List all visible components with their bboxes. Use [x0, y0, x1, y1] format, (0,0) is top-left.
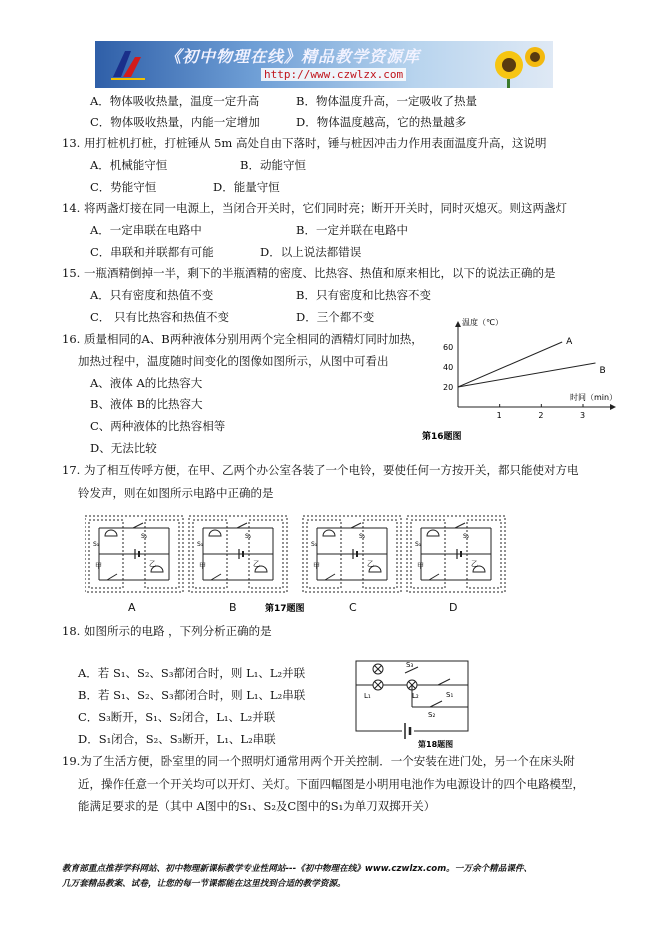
x-tick-label: 1	[496, 411, 502, 420]
q18-option-b: B．若 S₁、S₂、S₃都闭合时，则 L₁、L₂串联	[78, 688, 306, 702]
x-axis-label: 时间（min）	[570, 393, 618, 402]
svg-text:S₂: S₂	[428, 711, 436, 719]
q14-option-c: C．串联和并联都有可能	[90, 245, 214, 259]
q19-line3: 能满足要求的是（其中 A图中的S₁、S₂及C图中的S₁为单刀双掷开关）	[78, 799, 436, 813]
q13-option-b: B．动能守恒	[240, 158, 306, 172]
room-jia-label: 甲	[313, 562, 320, 570]
q16-option-c: C、两种液体的比热容相等	[90, 419, 226, 433]
q17-circuit-diagrams	[85, 512, 525, 616]
switch-s2-label: S₂	[359, 533, 366, 540]
switch-s2-label: S₂	[141, 533, 148, 540]
room-jia-label: 甲	[417, 562, 424, 570]
switch-s2-label: S₂	[463, 533, 470, 540]
q12-option-a: A．物体吸收热量，温度一定升高	[90, 94, 260, 108]
q14-option-d: D．以上说法都错误	[260, 245, 362, 259]
room-jia-label: 甲	[199, 562, 206, 570]
q14-option-a: A．一定串联在电路中	[90, 223, 202, 237]
q13-option-d: D．能量守恒	[213, 180, 280, 194]
q16-option-b: B、液体 B的比热容大	[90, 397, 203, 411]
svg-text:L₁: L₁	[364, 692, 371, 700]
q17-board-c	[303, 516, 401, 592]
y-axis-arrow-icon	[455, 321, 461, 327]
room-yi-label: 乙	[149, 560, 156, 568]
series-label-b: B	[599, 366, 606, 376]
q15-option-b: B．只有密度和比热容不变	[296, 288, 431, 302]
switch-s1-label: S₁	[197, 541, 204, 548]
svg-text:L₂: L₂	[412, 692, 419, 700]
q15-option-a: A．只有密度和热值不变	[90, 288, 214, 302]
q17-board-a	[85, 516, 183, 592]
q13-stem: 13. 用打桩机打桩，打桩锤从 5m 高处自由下落时，锤与桩因冲击力作用表面温度升高，这说明	[62, 136, 547, 150]
q18-caption: 第18题图	[418, 740, 454, 749]
q15-stem: 15. 一瓶酒精倒掉一半，剩下的半瓶酒精的密度、比热容、热值和原来相比，以下的说法正确的是	[62, 266, 556, 280]
switch-s1-label: S₁	[311, 541, 318, 548]
q17-label-c: C	[349, 601, 357, 614]
room-yi-label: 乙	[253, 560, 260, 568]
q17-label-a: A	[128, 601, 136, 614]
svg-text:S₃: S₃	[406, 661, 414, 669]
room-yi-label: 乙	[471, 560, 478, 568]
banner-title: 《初中物理在线》精品教学资源库	[165, 47, 421, 66]
q16-option-a: A、液体 A的比热容大	[90, 376, 203, 390]
y-tick-label: 60	[443, 343, 454, 352]
switch-s1-label: S₁	[93, 541, 100, 548]
q16-stem-line2: 加热过程中，温度随时间变化的图像如图所示，从图中可看出	[78, 354, 389, 368]
switch-s2-icon	[430, 701, 442, 707]
q13-option-a: A．机械能守恒	[90, 158, 168, 172]
q17-board-b	[189, 516, 287, 592]
q16-temperature-chart	[420, 315, 620, 445]
banner-url[interactable]: http://www.czwlzx.com	[261, 68, 406, 81]
y-tick-label: 20	[443, 383, 454, 392]
q18-option-a: A．若 S₁、S₂、S₃都闭合时，则 L₁、L₂并联	[78, 666, 306, 680]
q12-option-b: B．物体温度升高，一定吸收了热量	[296, 94, 477, 108]
q13-option-c: C．势能守恒	[90, 180, 157, 194]
q17-caption: 第17题图	[265, 604, 305, 614]
y-tick-label: 40	[443, 363, 454, 372]
q17-label-d: D	[449, 601, 458, 614]
x-tick-label: 2	[538, 411, 544, 420]
switch-s2-label: S₂	[245, 533, 252, 540]
svg-text:S₁: S₁	[446, 691, 454, 699]
switch-s1-icon	[438, 679, 450, 685]
footer-line1: 教育部重点推荐学科网站、初中物理新课标教学专业性网站---《初中物理在线》www.czwlzx.com。一万余个精品课件、	[62, 864, 533, 874]
chart-caption: 第16题图	[422, 432, 462, 442]
header-banner	[95, 41, 553, 88]
switch-s1-label: S₁	[415, 541, 422, 548]
x-axis-arrow-icon	[610, 404, 616, 410]
site-logo-icon	[109, 47, 147, 81]
q19-line2: 近，操作任意一个开关均可以开灯、关灯。下面四幅图是小明用电池作为电源设计的四个电路模型，	[78, 777, 584, 791]
q18-option-d: D．S₁闭合，S₂、S₃断开，L₁、L₂串联	[78, 732, 276, 746]
room-jia-label: 甲	[95, 562, 102, 570]
q18-stem: 18. 如图所示的电路 ，下列分析正确的是	[62, 624, 272, 638]
series-line-a	[458, 342, 562, 387]
sunflower-icon	[487, 43, 547, 88]
q14-stem: 14. 将两盏灯接在同一电源上，当闭合开关时，它们同时亮；断开开关时，同时灭熄灭。则这两盏灯	[62, 201, 567, 215]
q17-board-d	[407, 516, 505, 592]
q15-option-c: C． 只有比热容和热值不变	[90, 310, 229, 324]
q12-option-d: D．物体温度越高，它的热量越多	[296, 115, 467, 129]
q18-circuit-diagram	[350, 655, 480, 750]
room-yi-label: 乙	[367, 560, 374, 568]
q18-option-c: C．S₃断开，S₁、S₂闭合，L₁、L₂并联	[78, 710, 276, 724]
q17-stem-line1: 17. 为了相互传呼方便，在甲、乙两个办公室各装了一个电铃，要使任何一方按开关，都只能使对方电	[62, 463, 579, 477]
q15-option-d: D．三个都不变	[296, 310, 375, 324]
q16-stem-line1: 16. 质量相同的A、B两种液体分别用两个完全相同的酒精灯同时加热，	[62, 332, 423, 346]
series-line-b	[458, 363, 596, 387]
q17-stem-line2: 铃发声，则在如图所示电路中正确的是	[78, 486, 274, 500]
footer-line2: 几万套精品教案、试卷，让您的每一节课都能在这里找到合适的教学资源。	[62, 879, 346, 889]
q17-label-b: B	[229, 601, 237, 614]
series-label-a: A	[566, 337, 573, 347]
y-axis-label: 温度（℃）	[462, 318, 503, 327]
q14-option-b: B．一定并联在电路中	[296, 223, 408, 237]
x-tick-label: 3	[580, 411, 586, 420]
q16-option-d: D、无法比较	[90, 441, 157, 455]
q12-option-c: C．物体吸收热量，内能一定增加	[90, 115, 260, 129]
q19-line1: 19.为了生活方便，卧室里的同一个照明灯通常用两个开关控制．一个安装在进门处，另一个在床头附	[62, 754, 575, 768]
